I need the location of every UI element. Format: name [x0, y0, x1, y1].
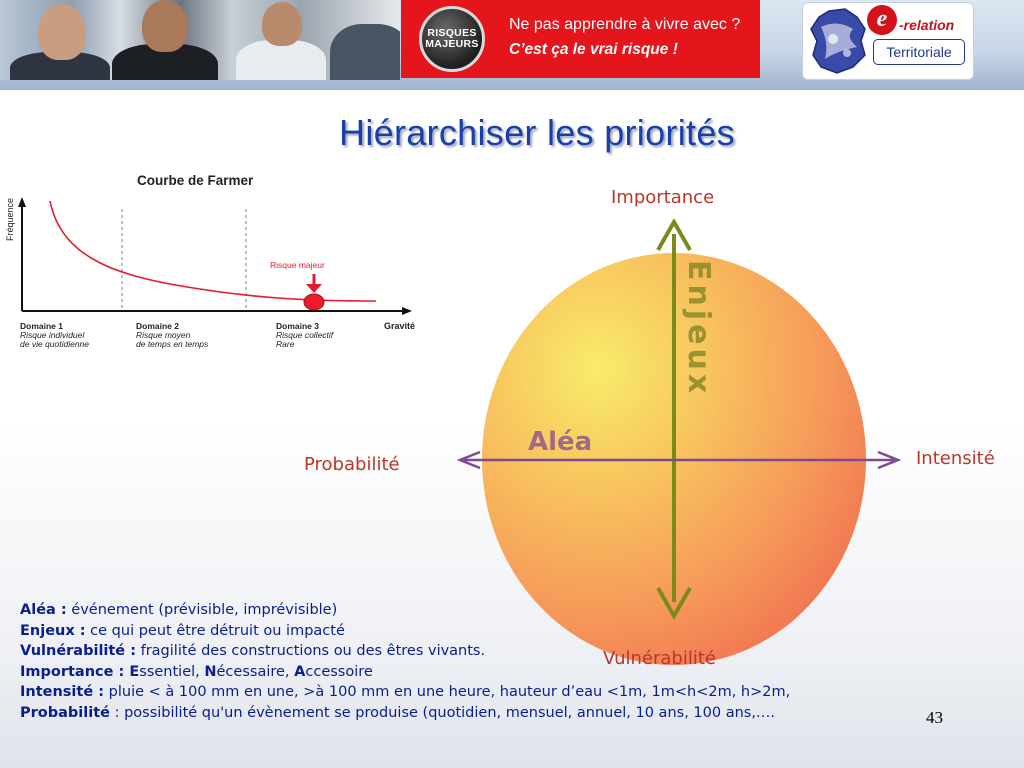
- definition-term: Importance :: [20, 663, 130, 680]
- importance-label: Importance: [611, 187, 715, 208]
- definition-text: ccessoire: [305, 663, 373, 680]
- arrowhead-icon: [18, 197, 26, 207]
- photo-person-head: [38, 4, 86, 60]
- intensite-label: Intensité: [916, 448, 995, 469]
- definition-term: Aléa :: [20, 602, 67, 618]
- domain-desc: Rare: [276, 339, 295, 349]
- alea-label: Aléa: [528, 427, 593, 457]
- definition-text: pluie < à 100 mm en une, >à 100 mm en une heure, hauteur d’eau <1m, 1m<h<2m, h>2m,: [104, 684, 791, 700]
- definition-text: ce qui peut être détruit ou impacté: [85, 622, 345, 639]
- slide-title: Hiérarchiser les priorités: [339, 112, 735, 153]
- domain-desc: Risque moyen: [136, 330, 191, 340]
- erelation-logo: [802, 2, 974, 80]
- farmer-y-label: Fréquence: [5, 197, 15, 241]
- photo-person-head: [262, 2, 302, 46]
- risk-badge-text: MAJEURS: [425, 38, 479, 50]
- definition-text: événement (prévisible, imprévisible): [66, 602, 338, 618]
- definition-text: écessaire,: [216, 663, 295, 680]
- definition-initial: A: [294, 663, 306, 680]
- domain-name: Domaine 2: [136, 321, 179, 331]
- definition-initial: N: [204, 663, 217, 680]
- risque-majeur-label: Risque majeur: [270, 260, 325, 270]
- definition-text: fragilité des constructions ou des êtres vivants.: [136, 643, 486, 659]
- france-map-icon: [807, 7, 869, 77]
- farmer-title: Courbe de Farmer: [137, 173, 254, 188]
- risk-tagline: Ne pas apprendre à vivre avec ?: [509, 16, 741, 33]
- definition-alea: [20, 600, 980, 621]
- header-banner: [0, 0, 1024, 90]
- domain-name: Domaine 3: [276, 321, 319, 331]
- vulnerabilite-label: Vulnérabilité: [603, 648, 716, 669]
- definition-vulnerabilite: [20, 641, 980, 662]
- photo-person-head: [142, 0, 188, 52]
- domain-desc: de temps en temps: [136, 339, 209, 349]
- erelation-wordmark: -relation: [899, 17, 955, 33]
- photo-person: [236, 40, 326, 80]
- definition-text: ssentiel,: [139, 663, 205, 680]
- definition-enjeux: [20, 621, 980, 642]
- risques-majeurs-logo: [419, 6, 485, 72]
- definition-initial: E: [129, 663, 140, 680]
- risques-majeurs-banner: [401, 0, 760, 78]
- enjeux-label: Enjeux: [681, 260, 716, 398]
- definition-importance: [20, 662, 980, 683]
- definition-probabilite: [20, 703, 980, 724]
- page-number: 43: [926, 708, 943, 727]
- risk-slogan: C’est ça le vrai risque !: [509, 41, 678, 58]
- domain-name: Domaine 1: [20, 321, 63, 331]
- definition-text: : possibilité qu'un évènement se produise (quotidien, mensuel, annuel, 10 ans, 100 ans,….: [109, 704, 776, 721]
- photo-person: [330, 24, 400, 80]
- erelation-e-mark: e: [867, 5, 897, 35]
- definition-term: Enjeux :: [20, 622, 86, 639]
- definition-term: Vulnérabilité :: [20, 643, 136, 659]
- domain-desc: de vie quotidienne: [20, 339, 90, 349]
- probabilite-label: Probabilité: [304, 454, 400, 475]
- farmer-x-label: Gravité: [384, 321, 416, 331]
- territoriale-wordmark: Territoriale: [873, 39, 965, 65]
- header-photo: [0, 0, 400, 80]
- definition-term: Probabilité: [20, 704, 110, 721]
- definitions-block: [20, 600, 980, 723]
- domain-desc: Risque collectif: [276, 330, 334, 340]
- definition-intensite: [20, 682, 980, 703]
- definition-term: Intensité :: [20, 684, 105, 700]
- risk-badge-text: RISQUES: [427, 27, 477, 39]
- domain-desc: Risque individuel: [20, 330, 85, 340]
